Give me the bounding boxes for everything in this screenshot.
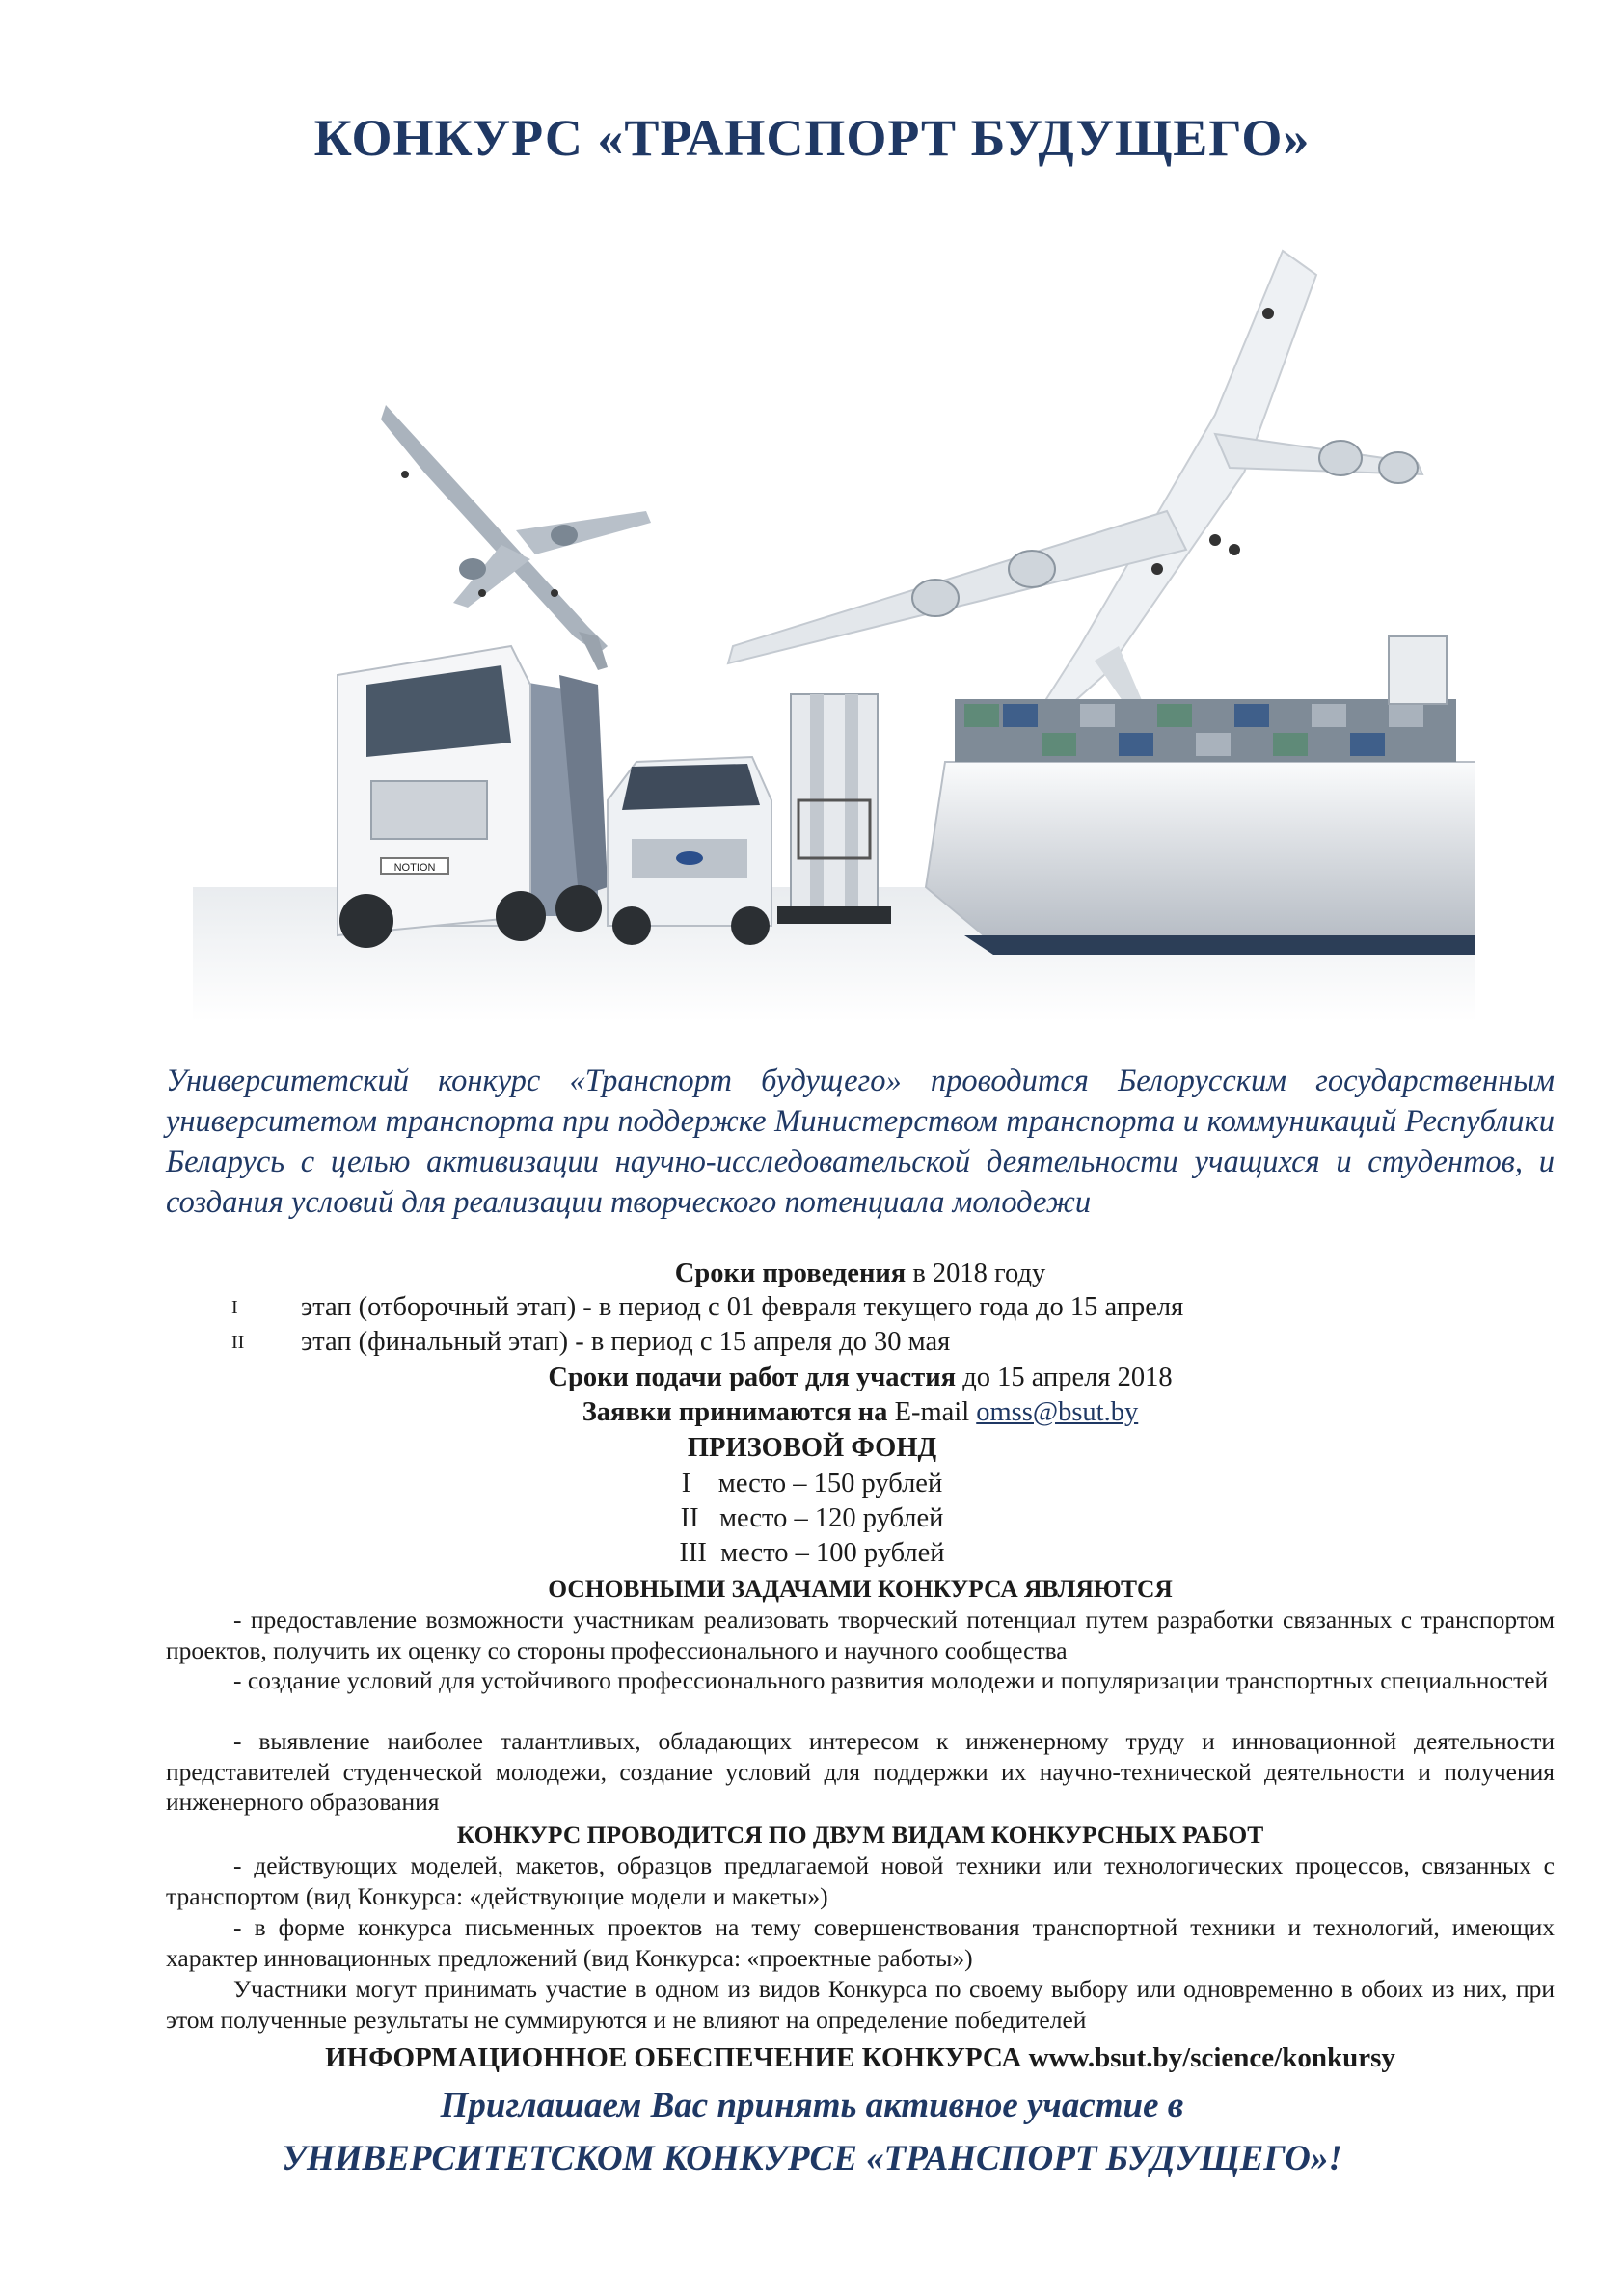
page-title: КОНКУРС «ТРАНСПОРТ БУДУЩЕГО» — [313, 109, 1311, 167]
truck-icon — [338, 646, 608, 948]
tasks-heading: ОСНОВНЫМИ ЗАДАЧАМИ КОНКУРСА ЯВЛЯЮТСЯ — [548, 1575, 1173, 1603]
task-item-2: - создание условий для устойчивого профессионального развития молодежи и популяризации транспортных специальностей — [233, 1666, 1549, 1694]
info-line — [166, 2040, 1555, 2075]
container-ship-icon — [926, 636, 1475, 955]
prize-place-1: I место – 150 рублей — [681, 1469, 943, 1499]
large-airplane-icon — [728, 251, 1422, 762]
schedule-label: Сроки проведения — [674, 1258, 907, 1288]
stage-1-text: этап (отборочный этап) - в период с 01 февраля текущего года до 15 апреля — [301, 1292, 1184, 1322]
prize-place-2: II место – 120 рублей — [680, 1503, 944, 1533]
small-airplane-icon — [381, 405, 651, 670]
forklift-icon — [777, 694, 891, 924]
closing-line-2: УНИВЕРСИТЕТСКОМ КОНКУРСЕ «ТРАНСПОРТ БУДУЩЕГО»! — [282, 2139, 1342, 2178]
schedule-year: в 2018 году — [906, 1258, 1046, 1288]
task-item-3: - выявление наиболее талантливых, обладающих интересом к инженерному труду и инновационной деятельности представителей студенческой молодежи, создание условий для поддержки их научно-технической деятельности и получения инженерного образования — [166, 1727, 1555, 1816]
deadline-date: до 15 апреля 2018 — [956, 1363, 1173, 1392]
types-heading: КОНКУРС ПРОВОДИТСЯ ПО ДВУМ ВИДАМ КОНКУРСНЫХ РАБОТ — [456, 1821, 1264, 1849]
closing-line-1: Приглашаем Вас принять активное участие в — [440, 2086, 1184, 2125]
type-item-3: Участники могут принимать участие в одном из видов Конкурса по своему выбору или одновременно в обоих из них, при этом полученные результаты не суммируются и не влияют на определение победителей — [166, 1975, 1555, 2034]
schedule-line — [166, 1256, 1555, 1291]
apply-line — [166, 1395, 1555, 1430]
info-label: ИНФОРМАЦИОННОЕ ОБЕСПЕЧЕНИЕ КОНКУРСА — [325, 2042, 1022, 2073]
prize-place-3: III место – 100 рублей — [679, 1538, 945, 1568]
apply-label: Заявки принимаются на — [582, 1397, 888, 1427]
type-item-1: - действующих моделей, макетов, образцов предлагаемой новой техники или технологических процессов, связанных с транспортом (вид Конкурса: «действующие модели и макеты») — [166, 1851, 1555, 1910]
email-link[interactable]: omss@bsut.by — [976, 1397, 1139, 1427]
deadline-label: Сроки подачи работ для участия — [548, 1363, 957, 1392]
stage-2-number: II — [231, 1332, 245, 1353]
apply-email-prefix: E-mail — [887, 1397, 977, 1427]
van-icon — [608, 757, 771, 945]
hero-transport-illustration — [193, 222, 1475, 1022]
stage-2-text: этап (финальный этап) - в период с 15 апреля до 30 мая — [301, 1327, 951, 1357]
type-item-2: - в форме конкурса письменных проектов на тему совершенствования транспортной техники и технологий, имеющих характер инновационных предложений (вид Конкурса: «проектные работы») — [166, 1913, 1555, 1972]
truck-plate: NOTION — [393, 862, 436, 874]
deadline-line — [166, 1361, 1555, 1395]
stage-1-number: I — [231, 1297, 238, 1318]
prize-heading: ПРИЗОВОЙ ФОНД — [687, 1433, 937, 1463]
task-item-1: - предоставление возможности участникам реализовать творческий потенциал путем разработки связанных с транспортом проектов, получить их оценку со стороны профессионального и научного сообщества — [166, 1606, 1555, 1664]
info-url[interactable]: www.bsut.by/science/konkursy — [1028, 2042, 1395, 2073]
intro-paragraph: Университетский конкурс «Транспорт будущего» проводится Белорусским государственным университетом транспорта при поддержке Министерством транспорта и коммуникаций Республики Беларусь с целью активизации научно-исследовательской деятельности учащихся и студентов, и создания условий для реализации творческого потенциала молодежи — [166, 1064, 1555, 1220]
